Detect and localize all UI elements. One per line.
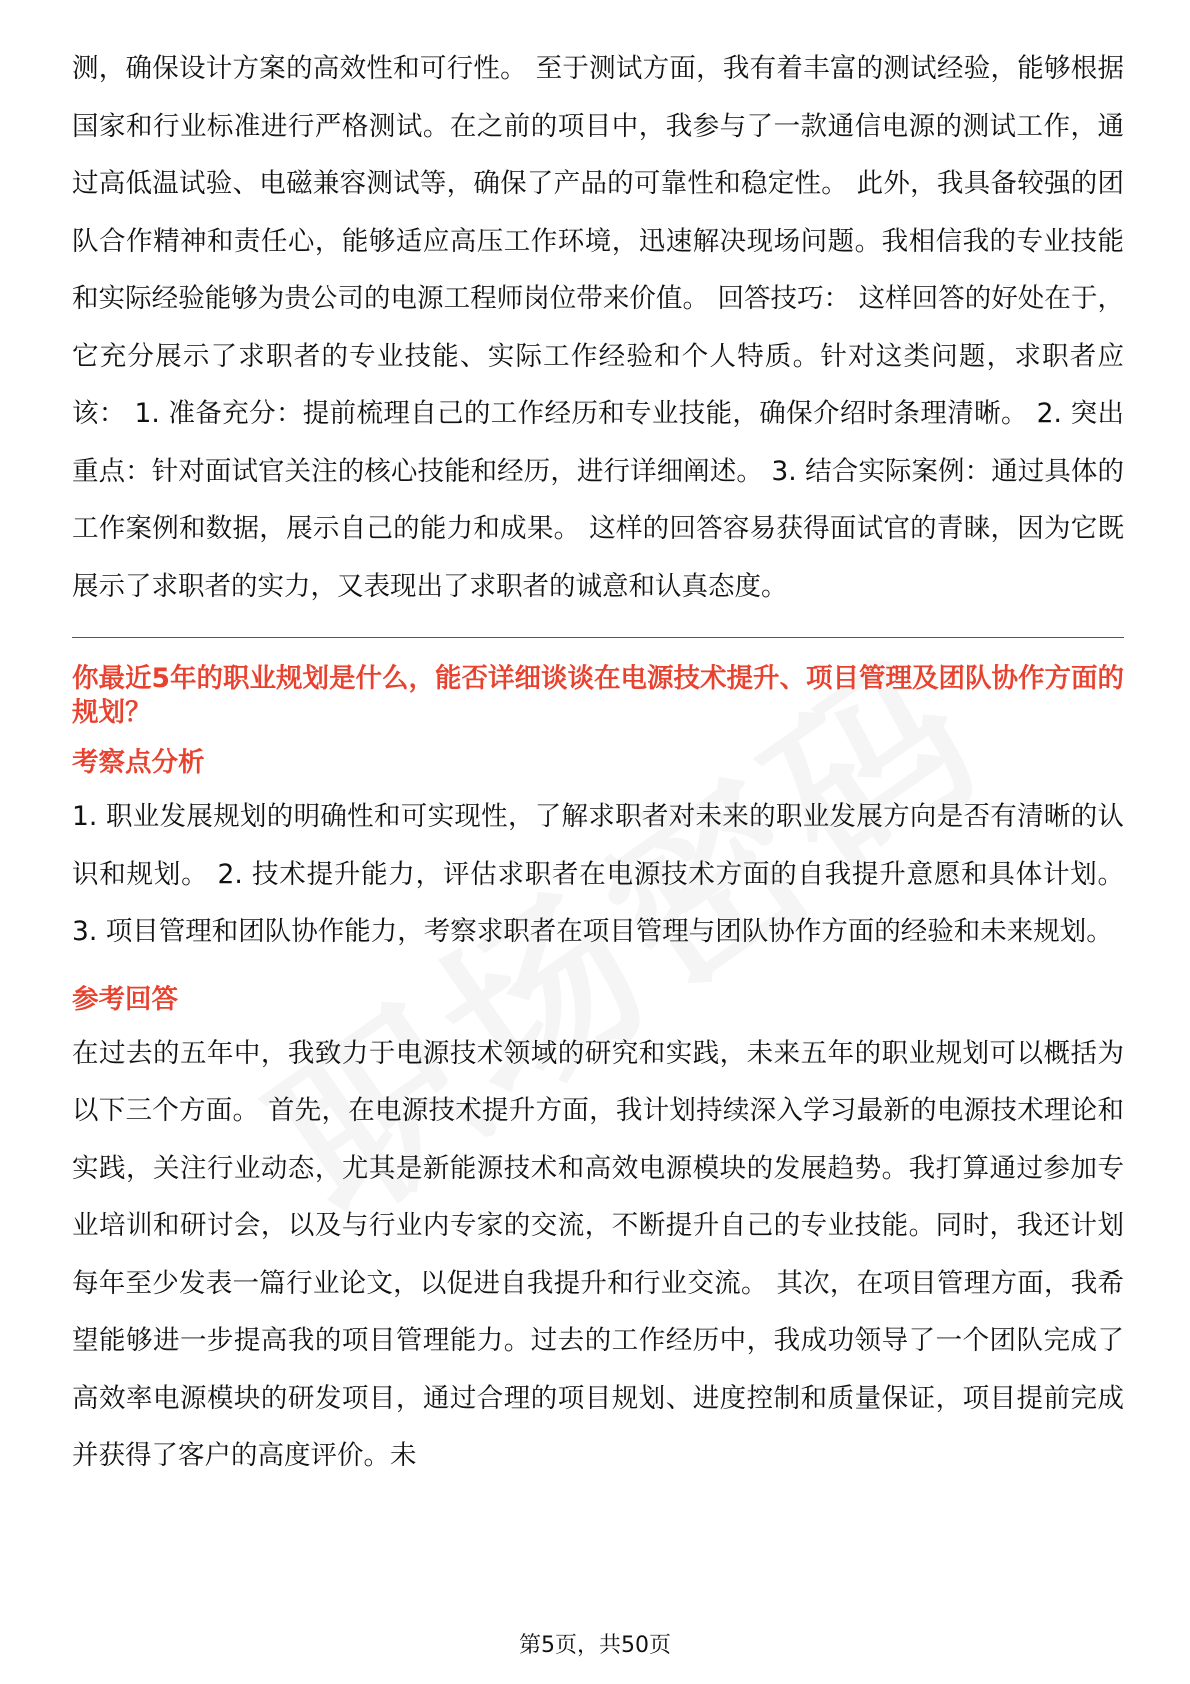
analysis-title: 考察点分析: [72, 747, 205, 778]
answer-text: 在过去的五年中，我致力于电源技术领域的研究和实践，未来五年的职业规划可以概括为以下三个方面。 首先，在电源技术提升方面，我计划持续深入学习最新的电源技术理论和实践，关注行业动态，尤其是新能源技术和高效电源模块的发展趋势。我打算通过参加专业培训和研讨会，以及与行业内专家的交流，不断提升自己的专业技能。同时，我还计划每年至少发表一篇行业论文，以促进自我提升和行业交流。 其次，在项目管理方面，我希望能够进一步提高我的项目管理能力。过去的工作经历中，我成功领导了一个团队完成了高效率电源模块的研发项目，通过合理的项目规划、进度控制和质量保证，项目提前完成并获得了客户的高度评价。未: [72, 1037, 1124, 1471]
document-page: [72, 40, 1124, 1485]
analysis-text: 1. 职业发展规划的明确性和可实现性，了解求职者对未来的职业发展方向是否有清晰的认识和规划。 2. 技术提升能力，评估求职者在电源技术方面的自我提升意愿和具体计划。 3. 项目管理和团队协作能力，考察求职者在项目管理与团队协作方面的经验和未来规划。: [72, 801, 1124, 947]
page-number: 第5页，共50页: [519, 1633, 671, 1658]
answer-title: 参考回答: [72, 983, 178, 1015]
question-heading: 你最近5年的职业规划是什么，能否详细谈谈在电源技术提升、项目管理及团队协作方面的规划？: [72, 663, 1124, 728]
continuation-paragraph: 测，确保设计方案的高效性和可行性。 至于测试方面，我有着丰富的测试经验，能够根据国家和行业标准进行严格测试。在之前的项目中，我参与了一款通信电源的测试工作，通过高低温试验、电磁兼容测试等，确保了产品的可靠性和稳定性。 此外，我具备较强的团队合作精神和责任心，能够适应高压工作环境，迅速解决现场问题。我相信我的专业技能和实际经验能够为贵公司的电源工程师岗位带来价值。 回答技巧： 这样回答的好处在于，它充分展示了求职者的专业技能、实际工作经验和个人特质。针对这类问题，求职者应该： 1. 准备充分：提前梳理自己的工作经历和专业技能，确保介绍时条理清晰。 2. 突出重点：针对面试官关注的核心技能和经历，进行详细阐述。 3. 结合实际案例：通过具体的工作案例和数据，展示自己的能力和成果。 这样的回答容易获得面试官的青睐，因为它既展示了求职者的实力，又表现出了求职者的诚意和认真态度。: [72, 53, 1124, 602]
section-divider: [72, 637, 1124, 638]
